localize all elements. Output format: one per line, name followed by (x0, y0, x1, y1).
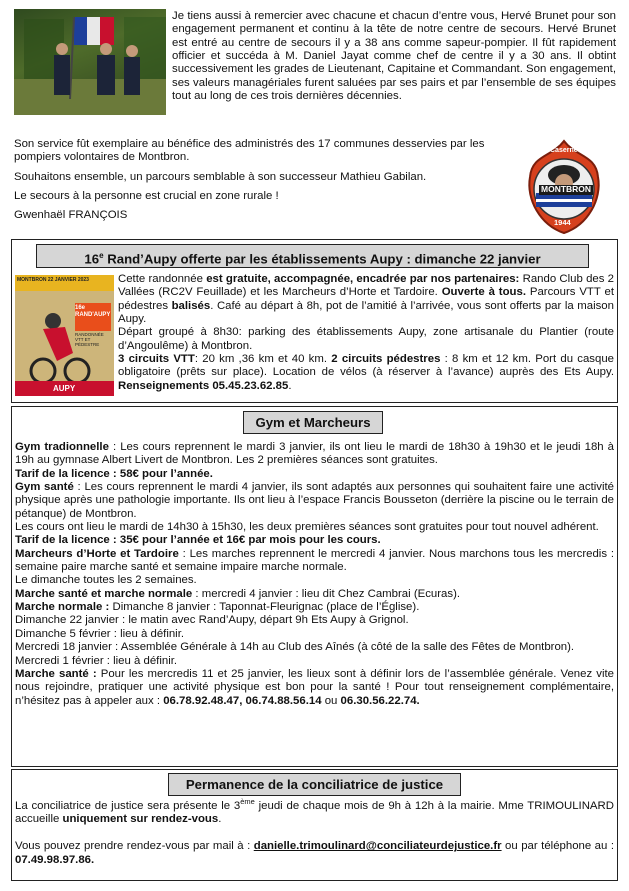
thanks-para1-top (172, 10, 616, 103)
marche-sante-normale: Marche santé et marche normale : mercredi 4 janvier : lieu dit Chez Cambrai (Ecuras). (15, 587, 461, 600)
thanks-text-block (14, 138, 514, 223)
conciliatrice-title: Permanence de la conciliatrice de justice (168, 773, 461, 796)
conciliatrice-phone: 07.49.98.97.86. (15, 853, 95, 866)
poster-sub-text: RANDONNÉE VTT ET PÉDESTRE (75, 332, 104, 347)
marche-sante-paragraph: Marche santé : Pour les mercredis 11 et 25 janvier, les lieux sont à définir lors de l’assemblée générale. Venez vite nous rejoindre, pratiquer une activité physique est bon pour la santé ! Pour tout renseignement complémentaire, n’hésitez pas à appeler aux : 06.78.92.48.47, 06.74.88.56.14 ou 06.30.56.22.74. (15, 667, 614, 707)
randaupy-poster (15, 275, 114, 396)
conciliatrice-email-link[interactable]: danielle.trimoulinard@conciliateurdejustice.fr (253, 840, 502, 853)
gym-paragraph-sante: Gym santé : Les cours reprennent le mardi 4 janvier, ils sont adaptés aux personnes qui souhaitent faire une activité physique après une pathologie importante. Ils ont lieu à l’espace Francis Bousseton (derrière la piscine ou le terrain de pétanque) de Montbron. (15, 481, 614, 520)
marcheurs-paragraph: Marcheurs d’Horte et Tardoire : Les marches reprennent le mercredi 4 janvier. Nous marchons tous les mercredis : semaine paire marche santé et semaine impaire marche normale. (15, 547, 614, 574)
randaupy-paragraph-3: 3 circuits VTT: 20 km ,36 km et 40 km. 2 circuits pédestres : 8 km et 12 km. Port du casque obligatoire (prêts sur place). Location de vélos (à réserver à l’avance) auprès des Ets Aupy. Renseignements 05.45.23.62.85. (118, 353, 614, 392)
gym-paragraph-1: Gym tradionnelle : Les cours reprennent le mardi 3 janvier, ils ont lieu le mardi de 18h30 à 19h30 et le jeudi 18h à 19h au gymnase Albert Livert de Montbron. Les 2 premières séances sont gratuites. (15, 441, 615, 467)
signature: Gwenhaël FRANÇOIS (14, 209, 128, 222)
thanks-paragraph-3: Souhaitons ensemble, un parcours semblable à son successeur Mathieu Gabilan. (14, 170, 427, 183)
gym-paragraph-horaires: Les cours ont lieu le mardi de 14h30 à 15h30, les deux premières séances sont gratuites pour tout nouvel adhérent. (15, 521, 599, 534)
randaupy-text (118, 273, 614, 393)
assemblee-generale: Mercredi 18 janvier : Assemblée Générale à 14h au Club des Aînés (à côté de la salle des Fêtes de Montbron). (15, 641, 575, 654)
marche-normale: Marche normale : Dimanche 8 janvier : Taponnat-Fleurignac (place de l’Église). (15, 601, 420, 614)
thanks-paragraph-2: Son service fût exemplaire au bénéfice des administrés des 17 communes desservies par les pompiers volontaires de Montbron. (14, 138, 485, 164)
marche-1-fevrier: Mercredi 1 février : lieu à définir. (15, 654, 178, 667)
conciliatrice-paragraph-2: Vous pouvez prendre rendez-vous par mail à : danielle.trimoulinard@conciliateurdejustice.fr ou par téléphone au : 07.49.98.97.86. (15, 840, 615, 866)
marche-5-fevrier: Dimanche 5 février : lieu à définir. (15, 627, 185, 640)
thanks-paragraph-4: Le secours à la personne est crucial en zone rurale ! (14, 190, 279, 203)
firefighters-photo (14, 9, 166, 115)
gym-title: Gym et Marcheurs (243, 411, 383, 434)
randaupy-title: 16e Rand’Aupy offerte par les établissements Aupy : dimanche 22 janvier (36, 244, 589, 268)
fire-station-badge (514, 137, 614, 237)
poster-footer-text: AUPY (53, 384, 76, 393)
conciliatrice-text (15, 798, 614, 867)
randaupy-paragraph-2: Départ groupé à 8h30: parking des établissements Aupy, zone artisanale du Plantier (route d’Angoulême) à Montbron. (118, 326, 614, 352)
marche-22-janvier: Dimanche 22 janvier : le matin avec Rand’Aupy, départ 9h Ets Aupy à Grignol. (15, 614, 409, 627)
badge-name-text: MONTBRON (541, 184, 592, 194)
gym-tarif-1: Tarif de la licence : 58€ pour l’année. (15, 467, 213, 480)
badge-year-text: 1944 (554, 218, 571, 227)
gym-tarif-2: Tarif de la licence : 35€ pour l’année et 16€ par mois pour les cours. (15, 534, 381, 547)
poster-title-text: 16e RAND'AUPY (75, 305, 111, 318)
thanks-paragraph-1: Je tiens aussi à remercier avec chacune et chacun d’entre vous, Hervé Brunet pour son engagement permanent et continu à la tête de notre centre de secours. Hervé Brunet est entré au centre de secours il y a 38 ans comme sapeur-pompier. Il fût rapidement officier et succéda à M. Daniel Jayat comme chef de centre il y a 30 ans. Il obtint successivement les grades de Lieutenant, Capitaine et Commandant. Son engagement, ses valeurs managériales furent saluées par ses pairs et par l’ensemble de ses équipes tout au long de ces trois dernières décennies. (172, 10, 616, 103)
randaupy-paragraph-1: Cette randonnée est gratuite, accompagnée, encadrée par nos partenaires: Rando Club des 2 Vallées (RC2V Feuillade) et les Marcheurs d’Horte et Tardoire. Ouverte à tous. Parcours VTT et pédestres balisés. Café au départ à 8h, pot de l’amitié à l’arrivée, vous sont offerts par la maison Aupy. (118, 273, 615, 326)
marcheurs-dimanche: Le dimanche toutes les 2 semaines. (15, 574, 197, 587)
badge-top-text: Caserne (550, 147, 578, 154)
conciliatrice-paragraph-1: La conciliatrice de justice sera présente le 3ème jeudi de chaque mois de 9h à 12h à la mairie. Mme TRIMOULINARD accueille uniquement sur rendez-vous. (15, 797, 614, 826)
poster-head-text: MONTBRON 22 JANVIER 2023 (17, 277, 89, 283)
gym-text (15, 441, 614, 708)
